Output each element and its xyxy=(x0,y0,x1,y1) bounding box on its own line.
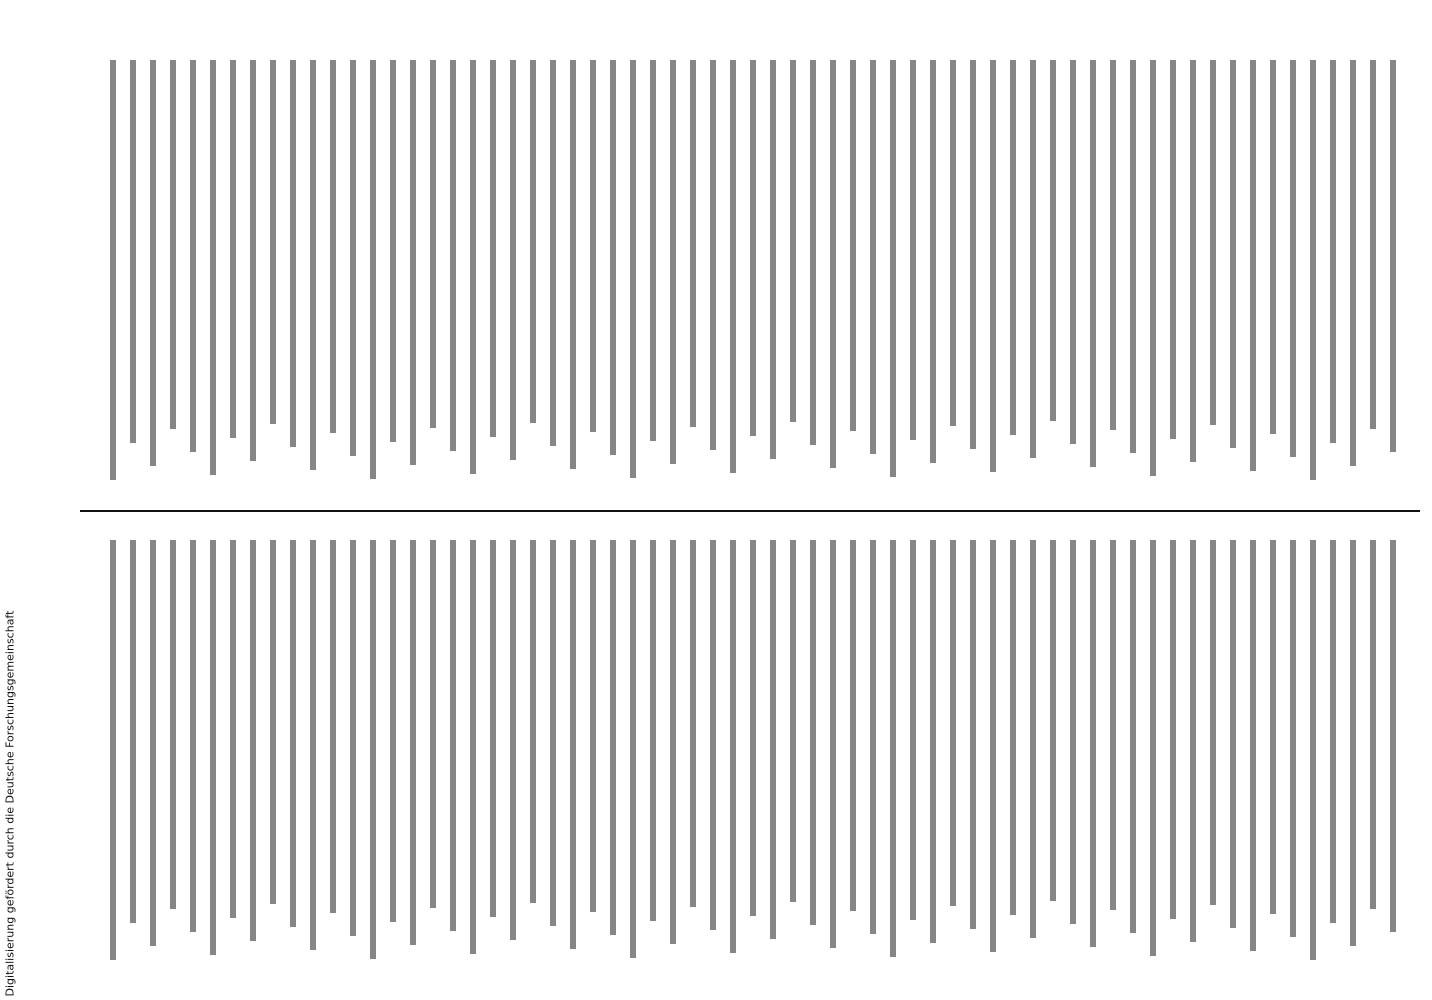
text-line xyxy=(870,60,876,454)
text-line xyxy=(630,60,636,478)
text-line xyxy=(1330,540,1336,923)
text-line xyxy=(1270,540,1276,914)
digitization-credit: Digitalisierung gefördert durch die Deutsche Forschungsgemeinschaft xyxy=(3,610,17,997)
text-line xyxy=(210,540,216,955)
text-line xyxy=(1150,60,1156,476)
text-line xyxy=(530,60,536,423)
text-line xyxy=(270,60,276,424)
text-line xyxy=(950,60,956,426)
text-line xyxy=(1130,540,1136,933)
text-line xyxy=(810,540,816,925)
text-line xyxy=(470,540,476,954)
text-line xyxy=(1350,540,1356,946)
text-line xyxy=(1230,60,1236,448)
text-line xyxy=(150,60,156,466)
text-line xyxy=(1010,540,1016,915)
text-line xyxy=(110,60,116,480)
text-line xyxy=(710,60,716,450)
text-line xyxy=(870,540,876,934)
text-line xyxy=(970,60,976,449)
text-line xyxy=(150,540,156,946)
text-line xyxy=(590,60,596,432)
text-line xyxy=(1350,60,1356,466)
text-line xyxy=(990,540,996,952)
text-line xyxy=(1310,540,1316,960)
text-line xyxy=(930,540,936,943)
text-line xyxy=(730,540,736,953)
text-line xyxy=(690,60,696,427)
text-line xyxy=(430,60,436,428)
text-line xyxy=(510,60,516,460)
text-line xyxy=(590,540,596,912)
text-line xyxy=(270,540,276,904)
text-line xyxy=(1250,540,1256,951)
column-divider xyxy=(80,510,1420,512)
text-line xyxy=(930,60,936,463)
text-line xyxy=(530,540,536,903)
left-column-text xyxy=(100,40,1420,500)
text-line xyxy=(850,60,856,431)
text-line xyxy=(1290,60,1296,457)
text-line xyxy=(1390,60,1396,452)
text-line xyxy=(790,540,796,902)
text-line xyxy=(470,60,476,474)
text-line xyxy=(990,60,996,472)
text-line xyxy=(350,540,356,936)
text-line xyxy=(330,540,336,913)
text-line xyxy=(130,540,136,923)
text-line xyxy=(1030,60,1036,458)
text-line xyxy=(310,60,316,470)
text-line xyxy=(1230,540,1236,928)
text-line xyxy=(910,540,916,920)
text-line xyxy=(650,540,656,921)
text-line xyxy=(610,540,616,935)
text-line xyxy=(810,60,816,445)
text-line xyxy=(1190,540,1196,942)
text-line xyxy=(730,60,736,473)
text-line xyxy=(1270,60,1276,434)
text-line xyxy=(750,540,756,916)
text-line xyxy=(230,540,236,918)
text-line xyxy=(1330,60,1336,443)
text-line xyxy=(770,540,776,939)
text-line xyxy=(750,60,756,436)
text-line xyxy=(570,540,576,949)
text-line xyxy=(690,540,696,907)
text-line xyxy=(330,60,336,433)
text-line xyxy=(170,60,176,429)
text-line xyxy=(410,540,416,945)
text-line xyxy=(1090,540,1096,947)
text-line xyxy=(570,60,576,469)
text-line xyxy=(290,540,296,927)
text-line xyxy=(450,60,456,451)
text-line xyxy=(430,540,436,908)
text-line xyxy=(130,60,136,443)
text-line xyxy=(610,60,616,455)
text-line xyxy=(1370,540,1376,909)
text-line xyxy=(370,540,376,959)
text-line xyxy=(1050,60,1056,421)
text-line xyxy=(1010,60,1016,435)
text-line xyxy=(1210,540,1216,905)
text-line xyxy=(950,540,956,906)
text-line xyxy=(770,60,776,459)
text-line xyxy=(830,60,836,468)
text-line xyxy=(550,60,556,446)
text-line xyxy=(190,540,196,932)
text-line xyxy=(910,60,916,440)
text-line xyxy=(510,540,516,940)
text-line xyxy=(790,60,796,422)
text-line xyxy=(1170,540,1176,919)
text-line xyxy=(350,60,356,456)
text-line xyxy=(1070,540,1076,924)
text-line xyxy=(490,540,496,917)
text-line xyxy=(710,540,716,930)
text-line xyxy=(970,540,976,929)
text-line xyxy=(850,540,856,911)
text-line xyxy=(1210,60,1216,425)
right-column-text xyxy=(100,520,1420,980)
text-line xyxy=(1070,60,1076,444)
text-line xyxy=(1170,60,1176,439)
text-line xyxy=(250,60,256,461)
text-line xyxy=(110,540,116,960)
text-line xyxy=(1030,540,1036,938)
text-line xyxy=(890,60,896,477)
text-line xyxy=(190,60,196,452)
text-line xyxy=(1390,540,1396,932)
text-line xyxy=(1150,540,1156,956)
text-line xyxy=(490,60,496,437)
text-line xyxy=(890,540,896,957)
text-line xyxy=(450,540,456,931)
text-line xyxy=(1110,60,1116,430)
text-line xyxy=(1050,540,1056,901)
text-line xyxy=(1310,60,1316,480)
text-line xyxy=(670,540,676,944)
text-line xyxy=(310,540,316,950)
text-line xyxy=(830,540,836,948)
text-line xyxy=(410,60,416,465)
text-line xyxy=(250,540,256,941)
text-line xyxy=(1290,540,1296,937)
text-line xyxy=(650,60,656,441)
text-line xyxy=(1370,60,1376,429)
text-line xyxy=(1250,60,1256,471)
text-line xyxy=(1110,540,1116,910)
text-line xyxy=(1090,60,1096,467)
text-line xyxy=(630,540,636,958)
text-line xyxy=(390,60,396,442)
text-line xyxy=(210,60,216,475)
text-line xyxy=(550,540,556,926)
text-line xyxy=(1190,60,1196,462)
text-line xyxy=(370,60,376,479)
text-line xyxy=(390,540,396,922)
text-line xyxy=(670,60,676,464)
text-line xyxy=(230,60,236,438)
text-line xyxy=(290,60,296,447)
text-line xyxy=(1130,60,1136,453)
text-line xyxy=(170,540,176,909)
